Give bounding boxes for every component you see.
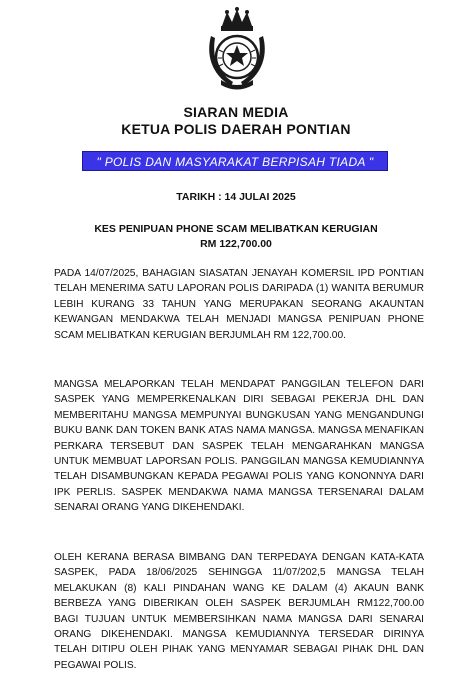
headline-amount: RM 122,700.00	[200, 238, 272, 250]
motto-banner: " POLIS DAN MASYARAKAT BERPISAH TIADA "	[82, 151, 388, 171]
date-line: TARIKH : 14 JULAI 2025	[176, 191, 296, 203]
paragraph-3: OLEH KERANA BERASA BIMBANG DAN TERPEDAYA DENGAN KATA-KATA SASPEK, PADA 18/06/2025 SEHINGGA 11/07/202,5 MANGSA TELAH MELAKUKAN (8) KALI PINDAHAN WANG KE DALAM (4) AKAUN BANK BERBEZA YANG DIBERIKAN OLEH SASPEK BERJUMLAH RM122,700.00 BAGI TUJUAN UNTUK MEMBERSIHKAN NAMA MANGSA DARI SENARAI ORANG DIKEHENDAKI. MANGSA KEMUDIANNYA TERSEDAR DIRINYA TELAH DITIPU OLEH PIHAK YANG MENYAMAR SEBAGAI PIHAK DHL DAN PEGAWAI POLIS.	[54, 552, 424, 671]
paragraph-2: MANGSA MELAPORKAN TELAH MENDAPAT PANGGILAN TELEFON DARI SASPEK YANG MEMPERKENALKAN DIRI SEBAGAI PEKERJA DHL DAN MEMBERITAHU MANGSA MEMPUNYAI BUNGKUSAN YANG MENGANDUNGI BUKU BANK DAN TOKEN BANK ATAS NAMA MANGSA. MANGSA MENAFIKAN PERKARA TERSEBUT DAN SASPEK TELAH MENGARAHKAN MANGSA UNTUK MEMBUAT LAPORSAN POLIS. PANGGILAN MANGSA KEMUDIANNYA TELAH DISAMBUNGKAN KEPADA PEGAWAI POLIS YANG KONONNYA DARI IPK PERLIS. SASPEK MENDAKWA NAMA MANGSA TERSENARAI DALAM SENARAI ORANG YANG DIKEHENDAKI.	[54, 379, 424, 514]
police-crest-icon	[203, 6, 271, 92]
page-title: SIARAN MEDIA	[183, 104, 289, 120]
page-subtitle: KETUA POLIS DAERAH PONTIAN	[121, 121, 351, 137]
paragraph-1: PADA 14/07/2025, BAHAGIAN SIASATAN JENAYAH KOMERSIL IPD PONTIAN TELAH MENERIMA SATU LAPORAN POLIS DARIPADA (1) WANITA BERUMUR LEBIH KURANG 33 TAHUN YANG MERUPAKAN SEORANG AKAUNTAN KEWANGAN MENDAKWA TELAH MENJADI MANGSA PENIPUAN PHONE SCAM MELIBATKAN KERUGIAN BERJUMLAH RM 122,700.00.	[54, 268, 424, 341]
headline: KES PENIPUAN PHONE SCAM MELIBATKAN KERUGIAN	[94, 223, 378, 235]
